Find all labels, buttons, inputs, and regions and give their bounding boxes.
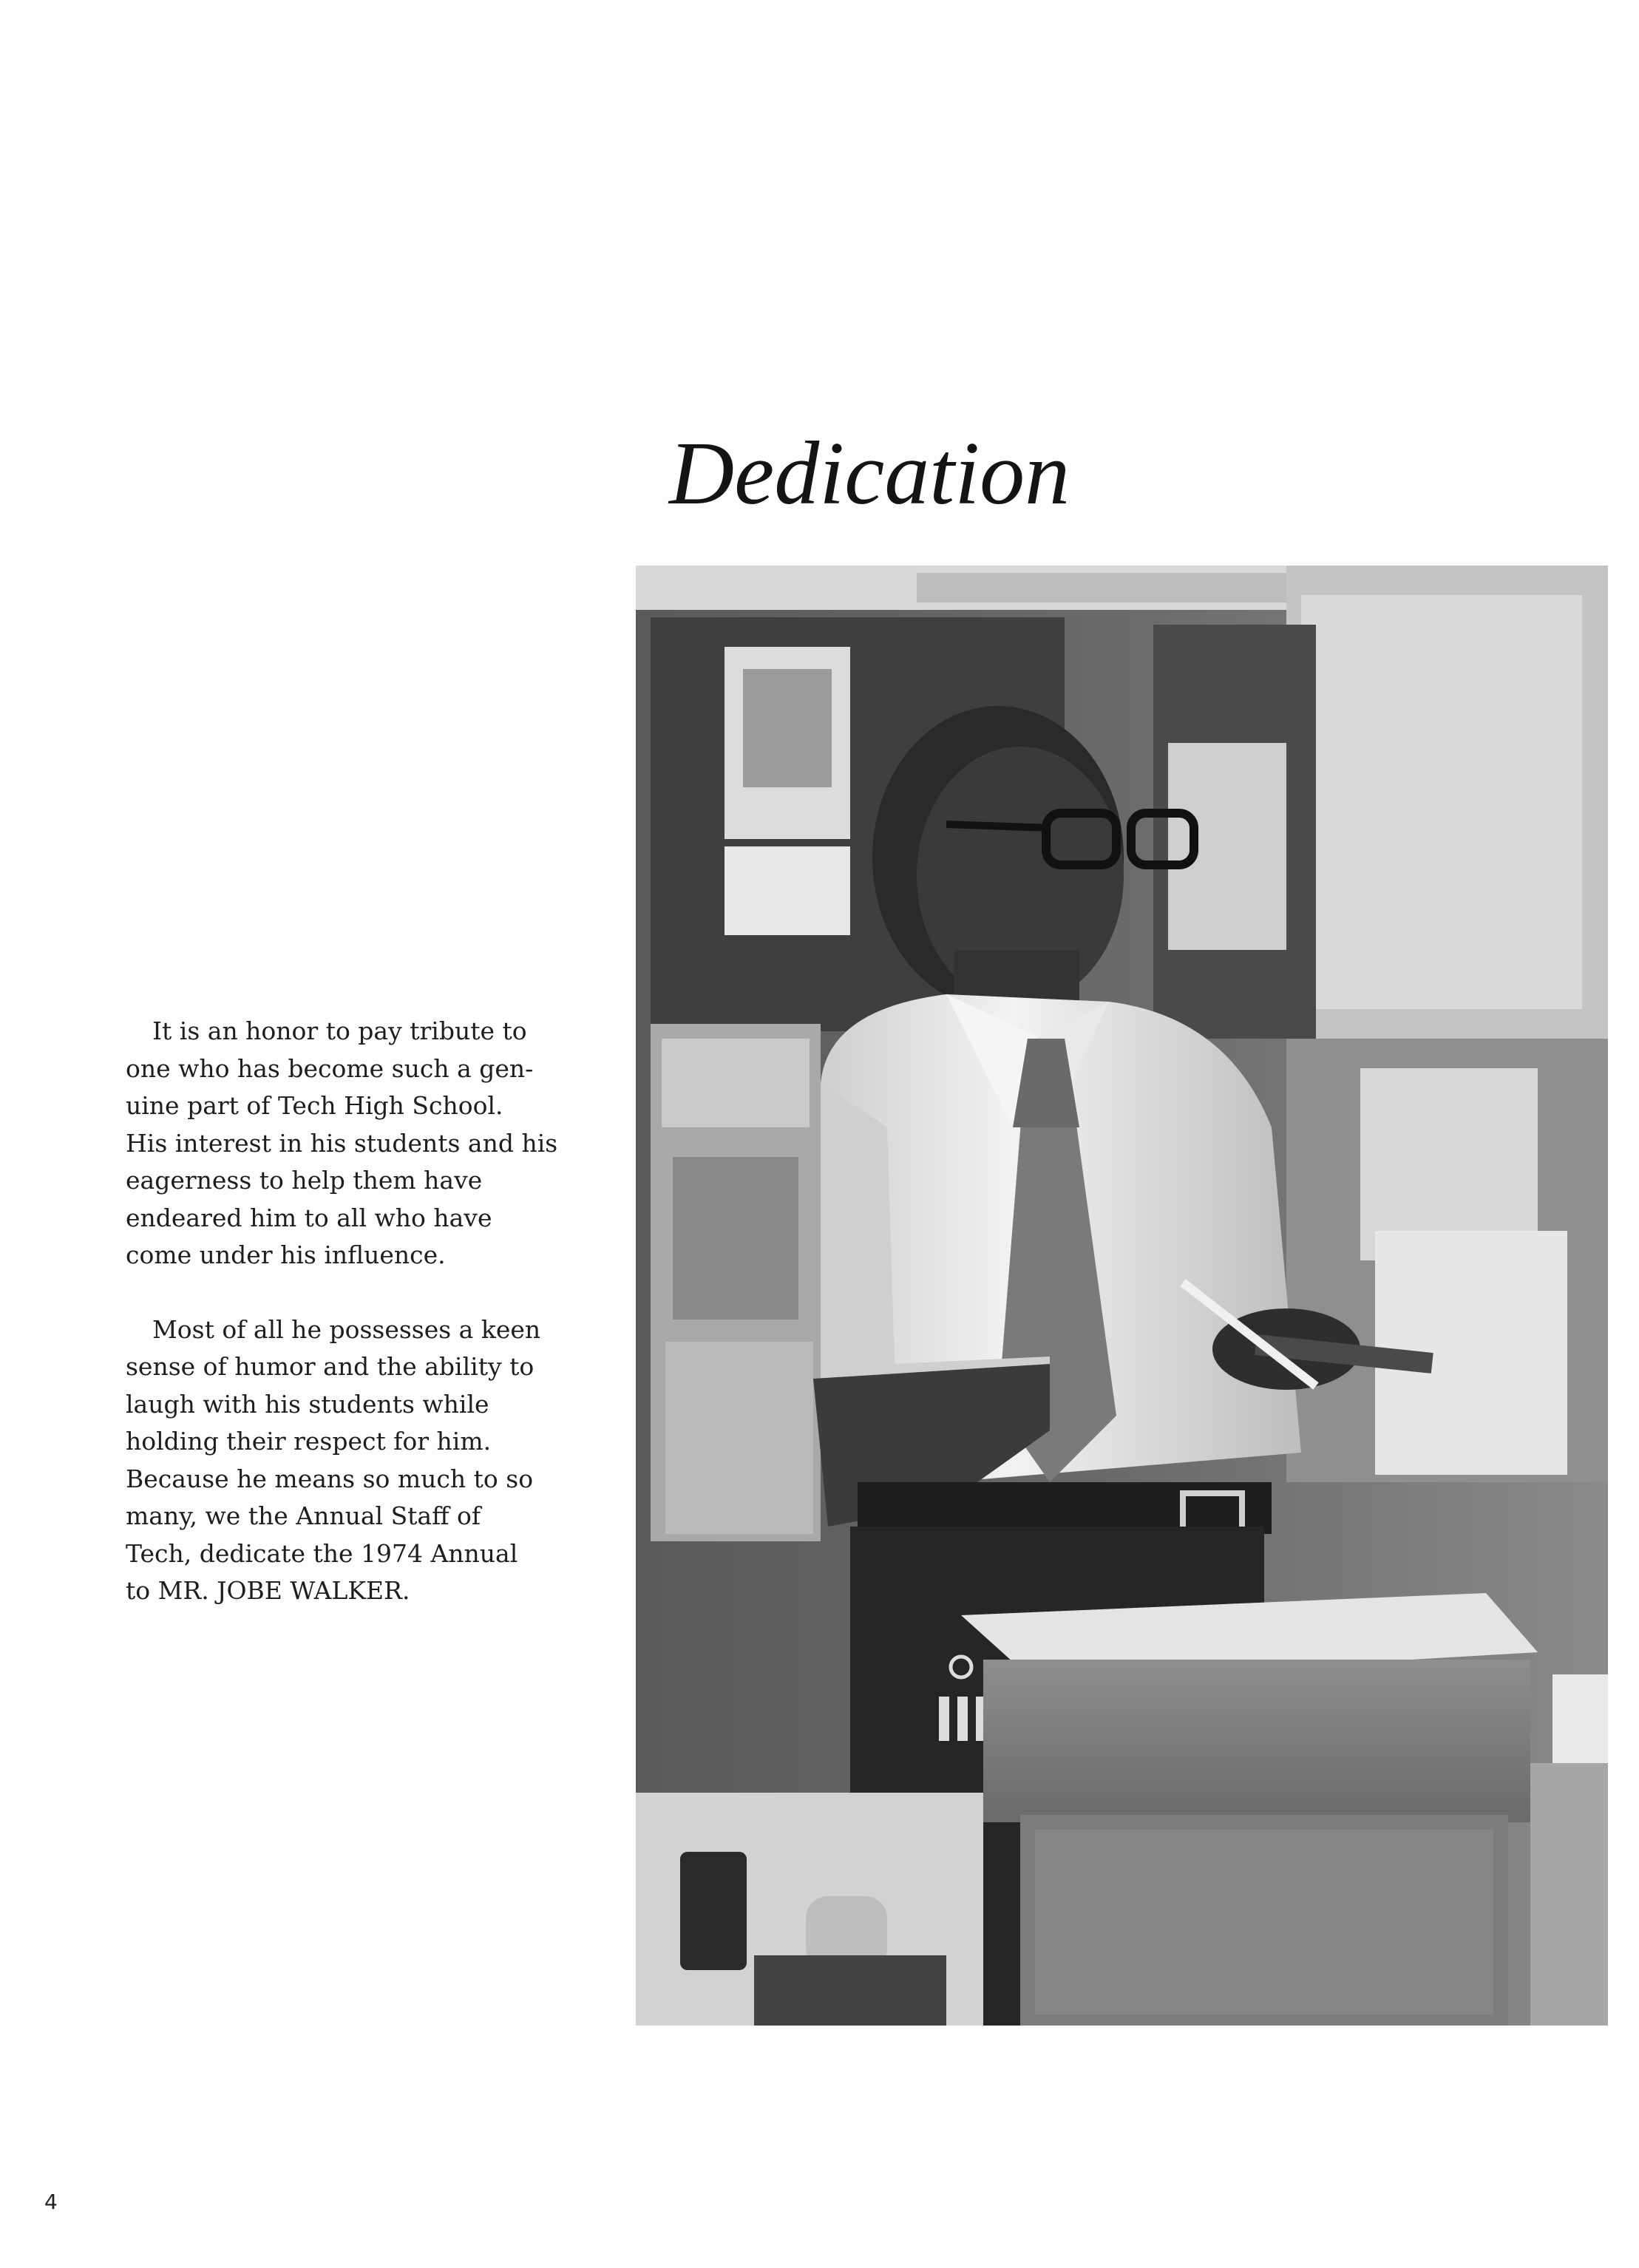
tribute-paragraph-2: Most of all he possesses a keen sense of humor and the ability to laugh with his students while holding their respect for him. Because he means so much to so many, we the Annual Staff of Tech, dedicate the 1974 Annual to MR. JOBE WALKER. <box>126 1314 541 1605</box>
teacher-photo <box>636 566 1608 2026</box>
page-number: 4 <box>44 2190 58 2214</box>
page-title: Dedication <box>669 424 1070 523</box>
tribute-text <box>126 1013 599 1610</box>
tribute-paragraph-1: It is an honor to pay tribute to one who has become such a gen- uine part of Tech High School. His interest in his students and his eagerness to help them have endeared him to all who have come under his influence. <box>126 1016 558 1269</box>
